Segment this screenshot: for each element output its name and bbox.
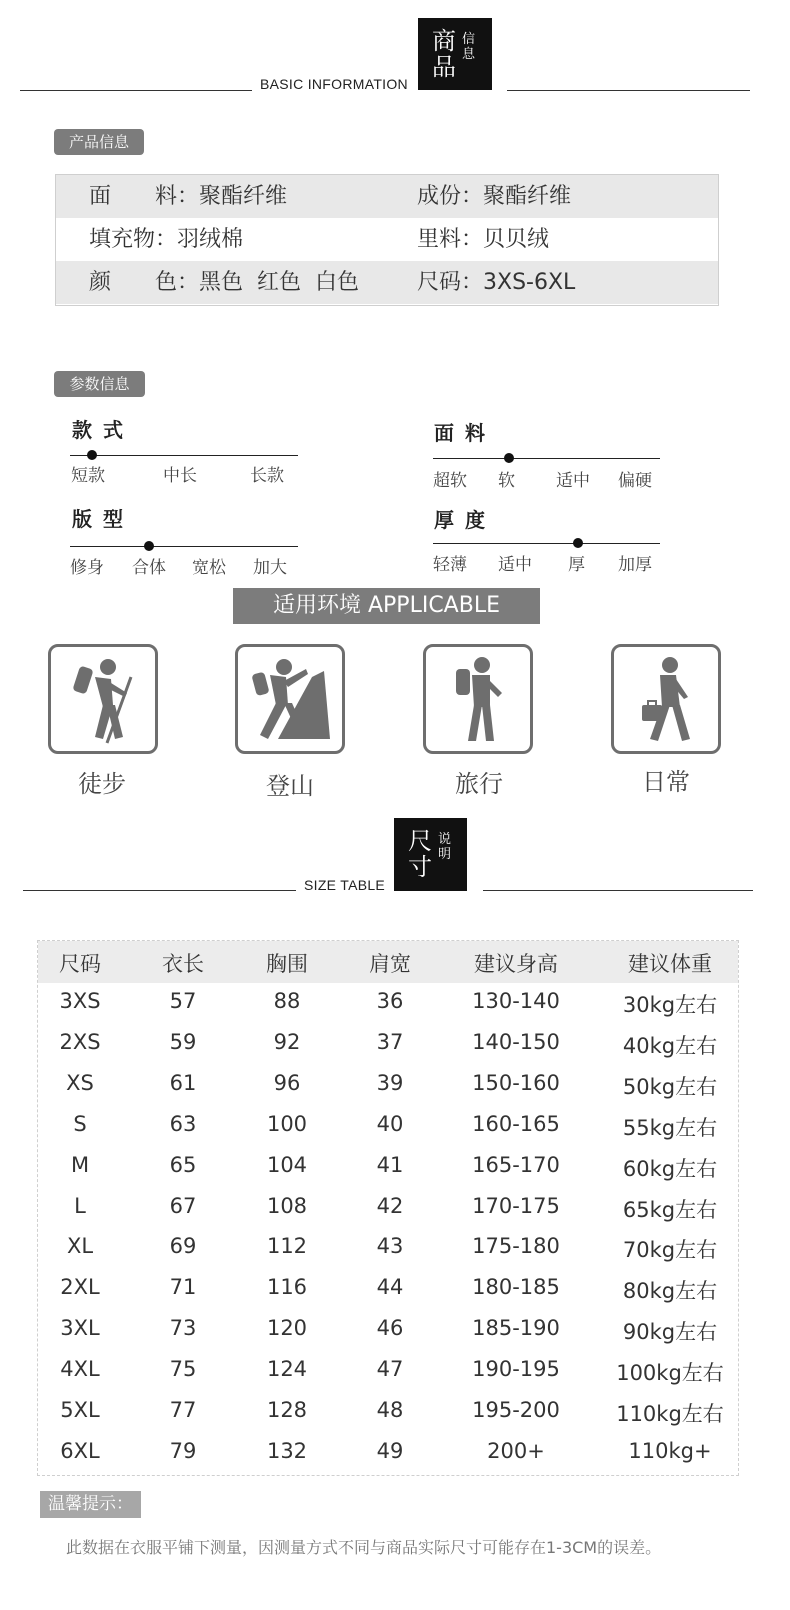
size-table-cell: 63 [169,1111,197,1136]
size-header-line-left [23,890,296,891]
size-table-cell: 65 [169,1152,197,1177]
size-table-cell: 190-195 [472,1357,560,1382]
param-option: 软 [498,471,515,491]
size-table-cell: XL [66,1234,94,1259]
size-table-cell: 47 [376,1357,404,1382]
basic-info-en-title: BASIC INFORMATION [260,76,408,92]
product-info-cell: 成份：聚酯纤维 [417,184,572,209]
size-table-cell: 110kg左右 [616,1402,724,1426]
size-table-cell: S [73,1111,87,1136]
param-option: 短款 [71,466,105,486]
param-option: 加厚 [618,555,652,575]
size-table-cell: 128 [266,1398,308,1422]
size-table-cell: 57 [169,989,197,1013]
product-info-cell: 尺码：3XS-6XL [417,270,576,295]
size-table-cell: 59 [169,1029,197,1054]
size-table-cell: 88 [273,989,301,1013]
size-table-cell: 75 [169,1357,197,1382]
size-table-cell: 41 [376,1152,404,1177]
size-table-cell: 116 [266,1275,308,1300]
size-table [37,940,739,1476]
size-table-header-cell: 肩宽 [369,952,411,976]
size-table-cell: 2XL [60,1275,100,1300]
size-table-cell: 40kg左右 [622,1033,718,1058]
size-table-cell: 42 [376,1193,404,1218]
size-table-badge-big: 尺寸 [408,827,432,881]
climbing-icon [235,644,345,754]
size-table-header-cell: 建议体重 [628,952,712,976]
size-table-cell: 4XL [60,1357,100,1382]
param-title-thickness: 厚 度 [434,508,487,532]
size-table-cell: 30kg左右 [622,993,718,1017]
param-option: 偏硬 [618,471,652,491]
size-table-cell: 92 [273,1029,301,1054]
size-table-cell: 77 [169,1398,197,1422]
param-info-tag: 参数信息 [54,371,145,397]
applicable-label: 日常 [642,768,690,796]
param-line-thickness [433,543,660,544]
size-table-cell: 140-150 [472,1029,560,1054]
basic-info-badge-big: 商品 [432,27,456,81]
climbing-icon-graphic [238,647,342,751]
hiking-icon-graphic [51,647,155,751]
size-table-cell: 90kg左右 [622,1320,718,1345]
product-info-table [55,174,719,306]
size-table-cell: 69 [169,1234,197,1259]
param-line-style [70,455,298,456]
size-table-cell: L [74,1193,86,1218]
size-table-cell: 6XL [60,1438,100,1463]
size-table-header-cell: 建议身高 [474,952,558,976]
header-line-left [20,90,252,91]
size-table-header-cell: 胸围 [266,952,308,976]
product-info-cell: 颜 色：黑色 红色 白色 [89,270,359,295]
basic-info-badge [418,18,492,90]
size-table-cell: 39 [376,1070,404,1095]
hiking-icon [48,644,158,754]
header-line-right [507,90,750,91]
param-option: 加大 [253,558,287,578]
measurement-note: 此数据在衣服平铺下测量，因测量方式不同与商品实际尺寸可能存在1-3CM的误差。 [66,1538,662,1557]
size-table-cell: 108 [266,1193,308,1218]
size-table-cell: 100 [266,1111,308,1136]
param-dot-thickness [573,538,583,548]
param-dot-fabric [504,453,514,463]
size-table-badge [394,818,467,891]
size-table-cell: 73 [169,1316,197,1341]
size-table-cell: 124 [266,1357,308,1382]
param-option: 宽松 [192,558,226,578]
size-table-cell: 61 [169,1070,197,1095]
size-table-cell: 70kg左右 [622,1238,718,1263]
size-table-cell: 44 [376,1275,404,1300]
size-table-cell: 2XS [59,1029,101,1054]
param-dot-style [87,450,97,460]
size-table-cell: 37 [376,1029,404,1054]
size-table-cell: 65kg左右 [622,1197,718,1222]
param-option: 超软 [433,471,467,491]
size-table-cell: 49 [376,1438,404,1463]
param-dot-fit [144,541,154,551]
size-table-cell: 120 [266,1316,308,1341]
size-table-cell: 104 [266,1152,308,1177]
size-table-cell: 165-170 [472,1152,560,1177]
travel-icon [423,644,533,754]
size-table-cell: 55kg左右 [622,1115,718,1140]
size-table-cell: 195-200 [472,1398,560,1422]
size-table-cell: 200+ [487,1438,545,1463]
size-table-header-cell: 尺码 [59,952,101,976]
param-option: 适中 [556,471,590,491]
size-table-cell: 50kg左右 [622,1074,718,1099]
size-table-cell: 3XS [59,989,101,1013]
applicable-label: 旅行 [455,770,503,798]
size-table-cell: 48 [376,1398,404,1422]
size-table-cell: 79 [169,1438,197,1463]
size-table-cell: 112 [266,1234,308,1259]
product-info-tag: 产品信息 [54,129,144,155]
size-table-cell: 36 [376,989,404,1013]
travel-icon-graphic [426,647,530,751]
size-table-cell: 5XL [60,1398,100,1422]
size-table-cell: 100kg左右 [616,1361,724,1386]
size-header-line-right [483,890,753,891]
applicable-label: 登山 [266,772,314,800]
product-info-cell: 面 料：聚酯纤维 [89,184,288,209]
size-table-cell: 185-190 [472,1316,560,1341]
size-table-cell: 96 [273,1070,301,1095]
size-table-cell: 71 [169,1275,197,1300]
size-table-cell: 80kg左右 [622,1279,718,1304]
param-option: 厚 [568,555,585,575]
size-table-cell: 40 [376,1111,404,1136]
param-option: 长款 [250,466,284,486]
size-table-header-cell: 衣长 [162,952,204,976]
size-table-cell: XS [66,1070,94,1095]
param-option: 合体 [132,558,166,578]
applicable-label: 徒步 [78,770,126,798]
product-info-row [56,261,718,304]
product-info-row [56,175,718,218]
param-option: 适中 [498,555,532,575]
applicable-banner: 适用环境 APPLICABLE [233,588,540,624]
daily-walk-icon-graphic [614,647,718,751]
size-table-cell: 132 [266,1438,308,1463]
param-option: 中长 [163,466,197,486]
size-table-cell: 180-185 [472,1275,560,1300]
size-table-cell: 170-175 [472,1193,560,1218]
param-line-fabric [433,458,660,459]
param-option: 轻薄 [433,555,467,575]
size-table-cell: 60kg左右 [622,1156,718,1181]
size-table-cell: 110kg+ [628,1438,712,1463]
param-title-fabric: 面 料 [434,421,487,445]
size-table-badge-small: 说明 [438,832,452,862]
size-table-cell: 3XL [60,1316,100,1341]
size-table-en-title: SIZE TABLE [304,877,386,893]
param-title-fit: 版 型 [72,507,125,531]
size-table-cell: M [70,1152,90,1177]
size-table-cell: 160-165 [472,1111,560,1136]
param-title-style: 款 式 [72,418,125,442]
param-option: 修身 [70,558,104,578]
size-table-cell: 43 [376,1234,404,1259]
product-info-cell: 里料：贝贝绒 [417,227,550,252]
daily-walk-icon [611,644,721,754]
basic-info-badge-small: 信息 [462,32,476,62]
size-table-cell: 67 [169,1193,197,1218]
size-table-cell: 150-160 [472,1070,560,1095]
size-table-cell: 130-140 [472,989,560,1013]
product-info-row [56,218,718,261]
param-line-fit [70,546,298,547]
product-info-cell: 填充物：羽绒棉 [89,227,244,252]
tip-tag: 温馨提示： [40,1491,141,1518]
size-table-cell: 46 [376,1316,404,1341]
size-table-cell: 175-180 [472,1234,560,1259]
